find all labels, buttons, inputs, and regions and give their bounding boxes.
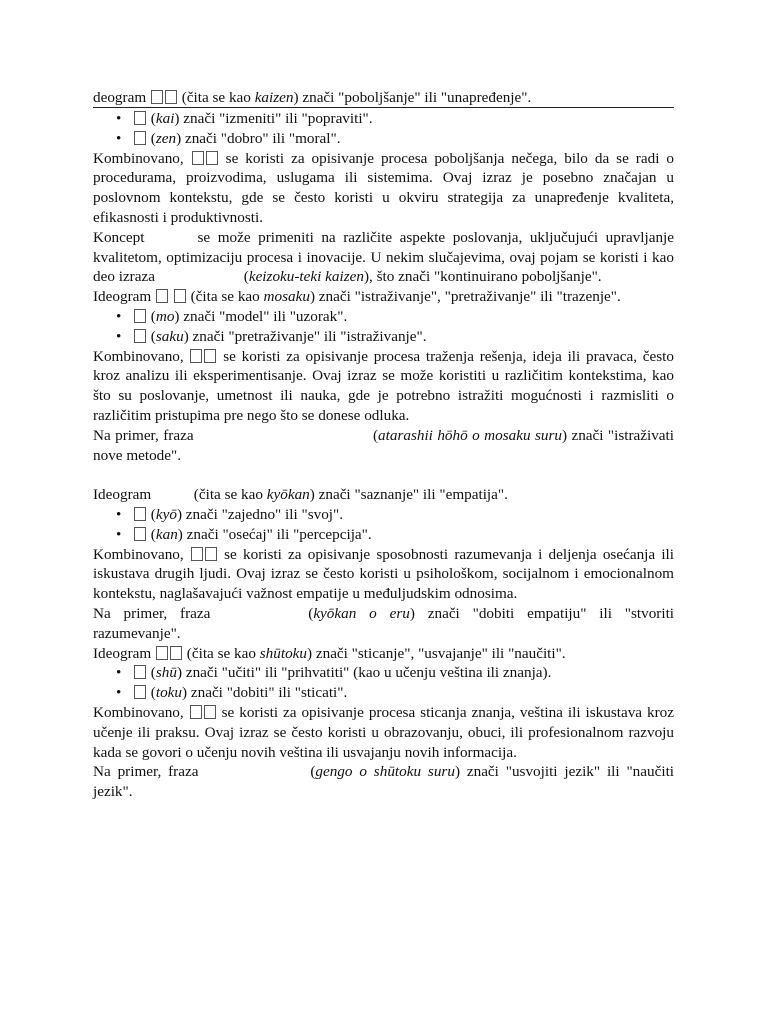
romanization: kan <box>155 525 178 543</box>
paragraph-text: ) znači "saznanje" ili "empatija". <box>309 486 508 504</box>
list-item: • (kyō) znači "zajedno" ili "svoj". <box>133 505 674 525</box>
paragraph: Na primer, fraza (atarashii hōhō o mosaku suru) znači "istraživati nove metode". <box>93 426 674 464</box>
bullet-text: ) znači "izmeniti" ili "popraviti". <box>174 110 373 127</box>
mosaku-bullet-list <box>93 307 674 347</box>
paragraph-text: (čita se kao <box>190 486 267 504</box>
paragraph-text: Kombinovano, <box>93 545 190 563</box>
missing-glyph-icon <box>151 90 163 104</box>
romanized-term: shūtoku <box>259 644 307 662</box>
paragraph-text: Koncept <box>93 228 152 246</box>
list-item: • (saku) znači "pretraživanje" ili "istraživanje". <box>133 327 674 347</box>
paragraph-text: (čita se kao <box>183 644 260 662</box>
paragraph-text: ) znači "istraživati nove metode". <box>93 426 674 464</box>
header-text-post1: (čita se kao <box>177 89 255 106</box>
missing-glyph-icon <box>190 705 202 719</box>
missing-glyph-icon <box>170 646 182 660</box>
kyokan-bullet-list <box>93 505 674 545</box>
paragraph: Na primer, fraza (gengo o shūtoku suru) znači "usvojiti jezik" ili "naučiti jezik". <box>93 763 675 801</box>
missing-glyph-icon <box>134 665 146 679</box>
paragraph-text: Kombinovano, <box>93 347 190 365</box>
list-item: • (kai) znači "izmeniti" ili "popraviti". <box>133 109 674 129</box>
shutoku-bullet-list <box>93 663 674 703</box>
paragraph-text: ), što znači "kontinuirano poboljšanje". <box>363 268 602 286</box>
paragraph <box>93 644 674 664</box>
paragraph <box>93 347 674 426</box>
paragraph-text: ) znači "usvojiti jezik" ili "naučiti jezik". <box>93 763 675 801</box>
romanized-term: kyōkan o eru <box>313 604 410 622</box>
bullet-text: ) znači "učiti" ili "prihvatiti" (kao u učenju veština ili znanja). <box>176 664 552 682</box>
romanization: mo <box>155 307 175 325</box>
paragraph-text: se može primeniti na različite aspekte poslovanja, uključujući upravljanje kvalitetom, optimizaciju procesa i inovacije. U nekim slučajevima, ovaj pojam se koristi i kao deo izraza <box>93 228 674 286</box>
missing-glyph-icon <box>190 349 202 363</box>
missing-glyph-icon <box>165 90 177 104</box>
paragraph-text: Kombinovano, <box>93 149 191 167</box>
bullet-text: ) znači "osećaj" ili "percepcija". <box>177 525 372 543</box>
paragraph <box>93 149 674 228</box>
missing-glyph-icon <box>134 527 146 541</box>
paragraph-text: se koristi za opisivanje procesa traženja rešenja, ideja ili pravaca, često kroz analizu ili eksperimentisanje. Ovaj izraz se može koristiti u različitim kontekstima, kao što su poslovanje, umetnost ili nauka, gde je potrebno istražiti mogućnosti i razmisliti o različitim pristupima pre nego što se donese odluka. <box>93 347 674 424</box>
paragraph: Koncept se može primeniti na različite aspekte poslovanja, uključujući upravljanje kvalitetom, optimizaciju procesa i inovacije. U nekim slučajevima, ovaj pojam se koristi i kao deo izraza (keizoku-teki kaizen), što znači "kontinuirano poboljšanje". <box>93 228 674 286</box>
missing-glyph-icon <box>204 349 216 363</box>
paragraph-text: Ideogram <box>93 644 155 662</box>
paragraph-text: se koristi za opisivanje sposobnosti razumevanja i deljenja osećanja ili iskustava drugih ljudi. Ovaj izraz se često koristi u psihološkom, socijalnom i emocionalnom kontekstu, naglašavajući važnost empatije u međuljudskim odnosima. <box>93 545 674 603</box>
document-header <box>93 88 674 108</box>
missing-glyph-icon <box>204 705 216 719</box>
paragraph-text: Ideogram <box>93 288 155 306</box>
romanized-term: keizoku-teki kaizen <box>248 268 364 286</box>
missing-glyph-icon <box>134 507 146 521</box>
paragraph: Na primer, fraza (kyōkan o eru) znači "dobiti empatiju" ili "stvoriti razumevanje". <box>93 604 675 642</box>
romanized-term: atarashii hōhō o mosaku suru <box>378 426 562 444</box>
romanization: kai <box>155 110 175 127</box>
list-item: • (toku) znači "dobiti" ili "sticati". <box>133 683 674 703</box>
paragraph-text: se koristi za opisivanje procesa poboljšanja nečega, bilo da se radi o procedurama, proizvodima, uslugama ili sistemima. Ovaj izraz je posebno značajan u poslovnom kontekstu, gde se često koristi u okviru strategija za unapređenje kvaliteta, efikasnosti i produktivnosti. <box>93 149 674 226</box>
header-term: kaizen <box>254 89 294 106</box>
missing-glyph-icon <box>191 547 203 561</box>
romanized-term: mosaku <box>263 288 310 306</box>
paragraph <box>93 287 674 307</box>
romanization: zen <box>155 129 177 147</box>
missing-glyph-icon <box>134 131 146 145</box>
list-item: • (shū) znači "učiti" ili "prihvatiti" (kao u učenju veština ili znanja). <box>133 663 674 683</box>
romanization: toku <box>155 684 183 702</box>
empty-line <box>93 465 674 485</box>
romanization: kyō <box>155 505 177 523</box>
missing-glyph-icon <box>156 289 168 303</box>
romanization: shū <box>155 664 177 682</box>
header-text-pre: deogram <box>93 89 150 106</box>
bullet-text: ) znači "dobro" ili "moral". <box>176 129 341 147</box>
header-text-post2: ) znači "poboljšanje" ili "unapređenje". <box>293 89 532 106</box>
paragraph-text: Na primer, fraza <box>93 604 224 622</box>
romanized-term: gengo o shūtoku suru <box>315 763 455 781</box>
missing-glyph-icon <box>134 111 146 125</box>
document-page <box>93 88 674 802</box>
romanization: saku <box>155 327 184 345</box>
list-item: • (mo) znači "model" ili "uzorak". <box>133 307 674 327</box>
missing-glyph-icon <box>192 151 204 165</box>
missing-glyph-icon <box>205 547 217 561</box>
missing-glyph-icon <box>206 151 218 165</box>
missing-glyph-icon <box>134 685 146 699</box>
paragraph-text: ) znači "dobiti empatiju" ili "stvoriti razumevanje". <box>93 604 675 642</box>
paragraph-text: ) znači "sticanje", "usvajanje" ili "naučiti". <box>307 644 566 662</box>
bullet-text: ) znači "zajedno" ili "svoj". <box>176 505 344 523</box>
paragraph-text: ) znači "istraživanje", "pretraživanje" ili "trazenje". <box>309 288 621 306</box>
paragraph <box>93 485 674 505</box>
bullet-text: ) znači "pretraživanje" ili "istraživanje". <box>183 327 427 345</box>
missing-glyph-icon <box>174 289 186 303</box>
kaizen-bullet-list <box>93 109 674 149</box>
bullet-text: ) znači "model" ili "uzorak". <box>174 307 348 325</box>
missing-glyph-icon <box>134 329 146 343</box>
paragraph-text: Na primer, fraza <box>93 763 206 781</box>
paragraph-text: Kombinovano, <box>93 703 189 721</box>
paragraph-text: se koristi za opisivanje procesa sticanja znanja, veština ili iskustava kroz učenje ili praksu. Ovaj izraz se često koristi u obrazovanju, obuci, ili profesionalnom razvoju kada se govori o učenju novih veština ili usvajanju novih informacija. <box>93 703 674 761</box>
bullet-text: ) znači "dobiti" ili "sticati". <box>182 684 348 702</box>
paragraph-text: (čita se kao <box>186 288 264 306</box>
list-item: • (zen) znači "dobro" ili "moral". <box>133 129 674 149</box>
paragraph-text: Na primer, fraza <box>93 426 198 444</box>
list-item: • (kan) znači "osećaj" ili "percepcija". <box>133 525 674 545</box>
romanized-term: kyōkan <box>266 486 310 504</box>
paragraph <box>93 703 674 762</box>
missing-glyph-icon <box>134 309 146 323</box>
paragraph-text: Ideogram <box>93 486 155 504</box>
missing-glyph-icon <box>156 646 168 660</box>
paragraph <box>93 545 674 604</box>
